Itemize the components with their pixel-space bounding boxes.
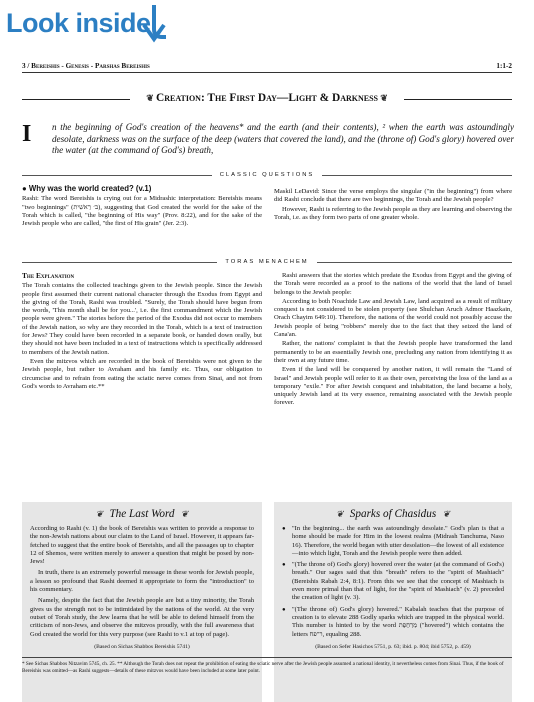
running-head-left: 3 / Bereishis - Genesis - Parshas Bereishis (22, 62, 150, 70)
last-word-citation: (Based on Sichas Shabbos Bereishis 5741) (94, 643, 190, 650)
sparks-bullet-2: ● "(The throne of) God's glory) hovered over the water (at the command of God's) breath." Our sages said that this "breath" refers to the "spirit of Mashiach" (Bereishis Rabah 2:4, 8:1). From this we see that the concept of Mashiach is even more primal than that of light, for the "spirit of Mashiach" (v. 2) preceded the creation of light (v. 3). (282, 561, 504, 602)
classic-questions-left (22, 185, 262, 229)
running-head-right: 1:1-2 (496, 62, 512, 70)
explanation-p2: Even the mitzvos which are recorded in the book of Bereishis were not given to the Jewish people, but rather to Avraham and his family etc. Thus, our obligation to circumcise and to refrain from eating the sciatic nerve comes from Sinai, and not from God's words to Avraham etc.** (22, 357, 262, 390)
explanation-p1: The Torah contains the collected teachings given to the Jewish people. Since the Jewish people first assumed their current national character through the Exodus from Egypt and the giving of the Torah, Rashi was troubled. "Surely, the Torah should have begun from the words, 'This month shall be for you...', i.e. the first commandment which the Jewish people were given." The stories before the period of the Exodus did not occur to members of the Jewish nation, so why are they recorded in the Torah, which is a text of instruction for Jews? They could have been recorded in a separate book, or handed down orally, but they should not have been included in a text of instructions which is specifically addressed to members of the Jewish nation. (22, 282, 262, 356)
classic-questions-right (274, 188, 512, 223)
classic-questions-label: CLASSIC QUESTIONS (22, 172, 512, 178)
sparks-bullet-1: ● "In the beginning... the earth was astoundingly desolate." God's plan is that a home should be made for Him in the lowest realms (Midrash Tanchuma, Naso 16). Therefore, the world began with utter desolation—the lowest of all existence—into which light, Torah and the Jewish people were then added. (282, 525, 504, 558)
verse-dropcap: I (22, 121, 32, 147)
footnotes: * See Sichas Shabbos Nitzavim 5745, ch. 25. ** Although the Torah does not repeat the prohibition of eating the sciatic nerve after the Jewish people assumed a national identity, it nevertheless comes from Sinai. Thus, if the book of Bereishis was omitted—as Rashi suggests—details of these mitzvos would have been included at some later point. (22, 657, 512, 674)
sparks-bullet-3: ● "(The throne of) God's glory) hovered." Kabalah teaches that the purpose of creation is to elevate 288 Godly sparks which are trapped in the physical world. This number is hinted to by the word מְרַחֶפֶת ("hovered") which contains the letters ר"פח, equaling 288. (282, 606, 504, 639)
explanation-p3: Rashi answers that the stories which predate the Exodus from Egypt and the giving of the Torah were recorded as a proof to the nations of the world that the land of Israel belongs to the Jewish people: (274, 272, 512, 296)
rashi-answer: Rashi: The word Bereishis is crying out for a Midrashic interpretation: Bereishis means "two beginnings" (ב׳ רֵאשִׁית), suggesting that God created the world for the sake of the Torah which is called, "the beginning of His way" (Prov. 8:22), and for the sake of the Jewish people who are called, "the first of His grain" (Jer. 2:3). (22, 195, 262, 228)
question-title: ● Why was the world created? (v.1) (22, 184, 152, 193)
last-word-p3: Namely, despite the fact that the Jewish people are but a tiny minority, the Torah gives us the strength not to be intimidated by the nations of the world. At the very outset of Torah study, the Jew learns that he will be able to defend himself from the criticism of non-Jews, and observe the mitzvos proudly, with the full awareness that God created the world for this very purpose (see Rashi to v.1 at top of page). (30, 597, 254, 638)
maskil-ledavid-answer: However, Rashi is referring to the Jewish people as they are learning and observing the Torah, i.e. as they form two parts of one greater whole. (274, 205, 512, 221)
chapter-title-bar (22, 92, 512, 114)
look-inside-label[interactable]: Look inside (6, 8, 151, 38)
verse-block (22, 122, 512, 178)
sparks-citation: (Based on Sefer Hasichos 5751, p. 63; ibid. p. 804; ibid 5752, p. 459) (315, 643, 471, 650)
book-page (22, 62, 514, 650)
sparks-title: ❦ Sparks of Chasidus ❦ (336, 508, 450, 520)
ornament-right-icon: ❦ (378, 93, 388, 103)
toras-menachem-right (274, 272, 512, 409)
ornament-left-icon: ❦ (146, 93, 156, 103)
last-word-title: ❦ The Last Word ❦ (95, 508, 189, 520)
explanation-p6: Even if the land will be conquered by another nation, it will remain the "Land of Israel" and Jewish people will refer to it as their own, perceiving the loss of the land as a temporary "exile." For after Jewish conquest and inhabitation, the land became a holy, uniquely Jewish land at its very essence, remaining associated with the Jewish people forever. (274, 366, 512, 407)
chapter-title: Creation: The First Day—Light & Darkness (155, 92, 379, 104)
look-inside-banner[interactable] (0, 0, 534, 52)
toras-menachem-left (22, 272, 262, 392)
verse-text: n the beginning of God's creation of the heavens* and the earth (and their contents), ² when the earth was astoundingly desolate, darkness was on the surface of the deep (waters that covered the land), and the (throne of) God's glory) hovered over the water (at the command of God's) breath, (52, 122, 514, 156)
toras-menachem-label: TORAS MENACHEM (22, 259, 512, 265)
maskil-ledavid-question: Maskil LeDavid: Since the verse employs the singular ("in the beginning") from where did Rashi conclude that there are two beginnings, the Torah and the Jewish people? (274, 188, 512, 204)
curved-down-arrow-icon (140, 3, 170, 45)
running-head (22, 62, 512, 73)
last-word-p1: According to Rashi (v. 1) the book of Bereishis was written to provide a response to the non-Jewish nations about our claim to the Land of Israel. However, it appears far-fetched to suggest that the entire book of Bereishis, and all the passages up to chapter 12 of Shemos, were written merely to answer a question that might be posed by non-Jews! (30, 525, 254, 566)
explanation-p5: Rather, the nations' complaint is that the Jewish people have transformed the land permanently to be an essentially Jewish one, precluding any nation from identifying it as their own at any future time. (274, 340, 512, 364)
last-word-p2: In truth, there is an extremely powerful message in these words for Jewish people, a lesson so profound that Rashi deemed it appropriate to form the "introduction" to his commentary. (30, 569, 254, 594)
explanation-heading: The Explanation (22, 271, 75, 280)
explanation-p4: According to both Noachide Law and Jewish Law, land acquired as a result of military conquest is not considered to be stolen property (see Shulchan Aruch Admor Haazkain, Orach Chayim 649:10). Therefore, the nations of the world could not possibly accuse the Jewish people of being "robbers" merely due to the fact that they seized the land of Cana'an. (274, 297, 512, 339)
